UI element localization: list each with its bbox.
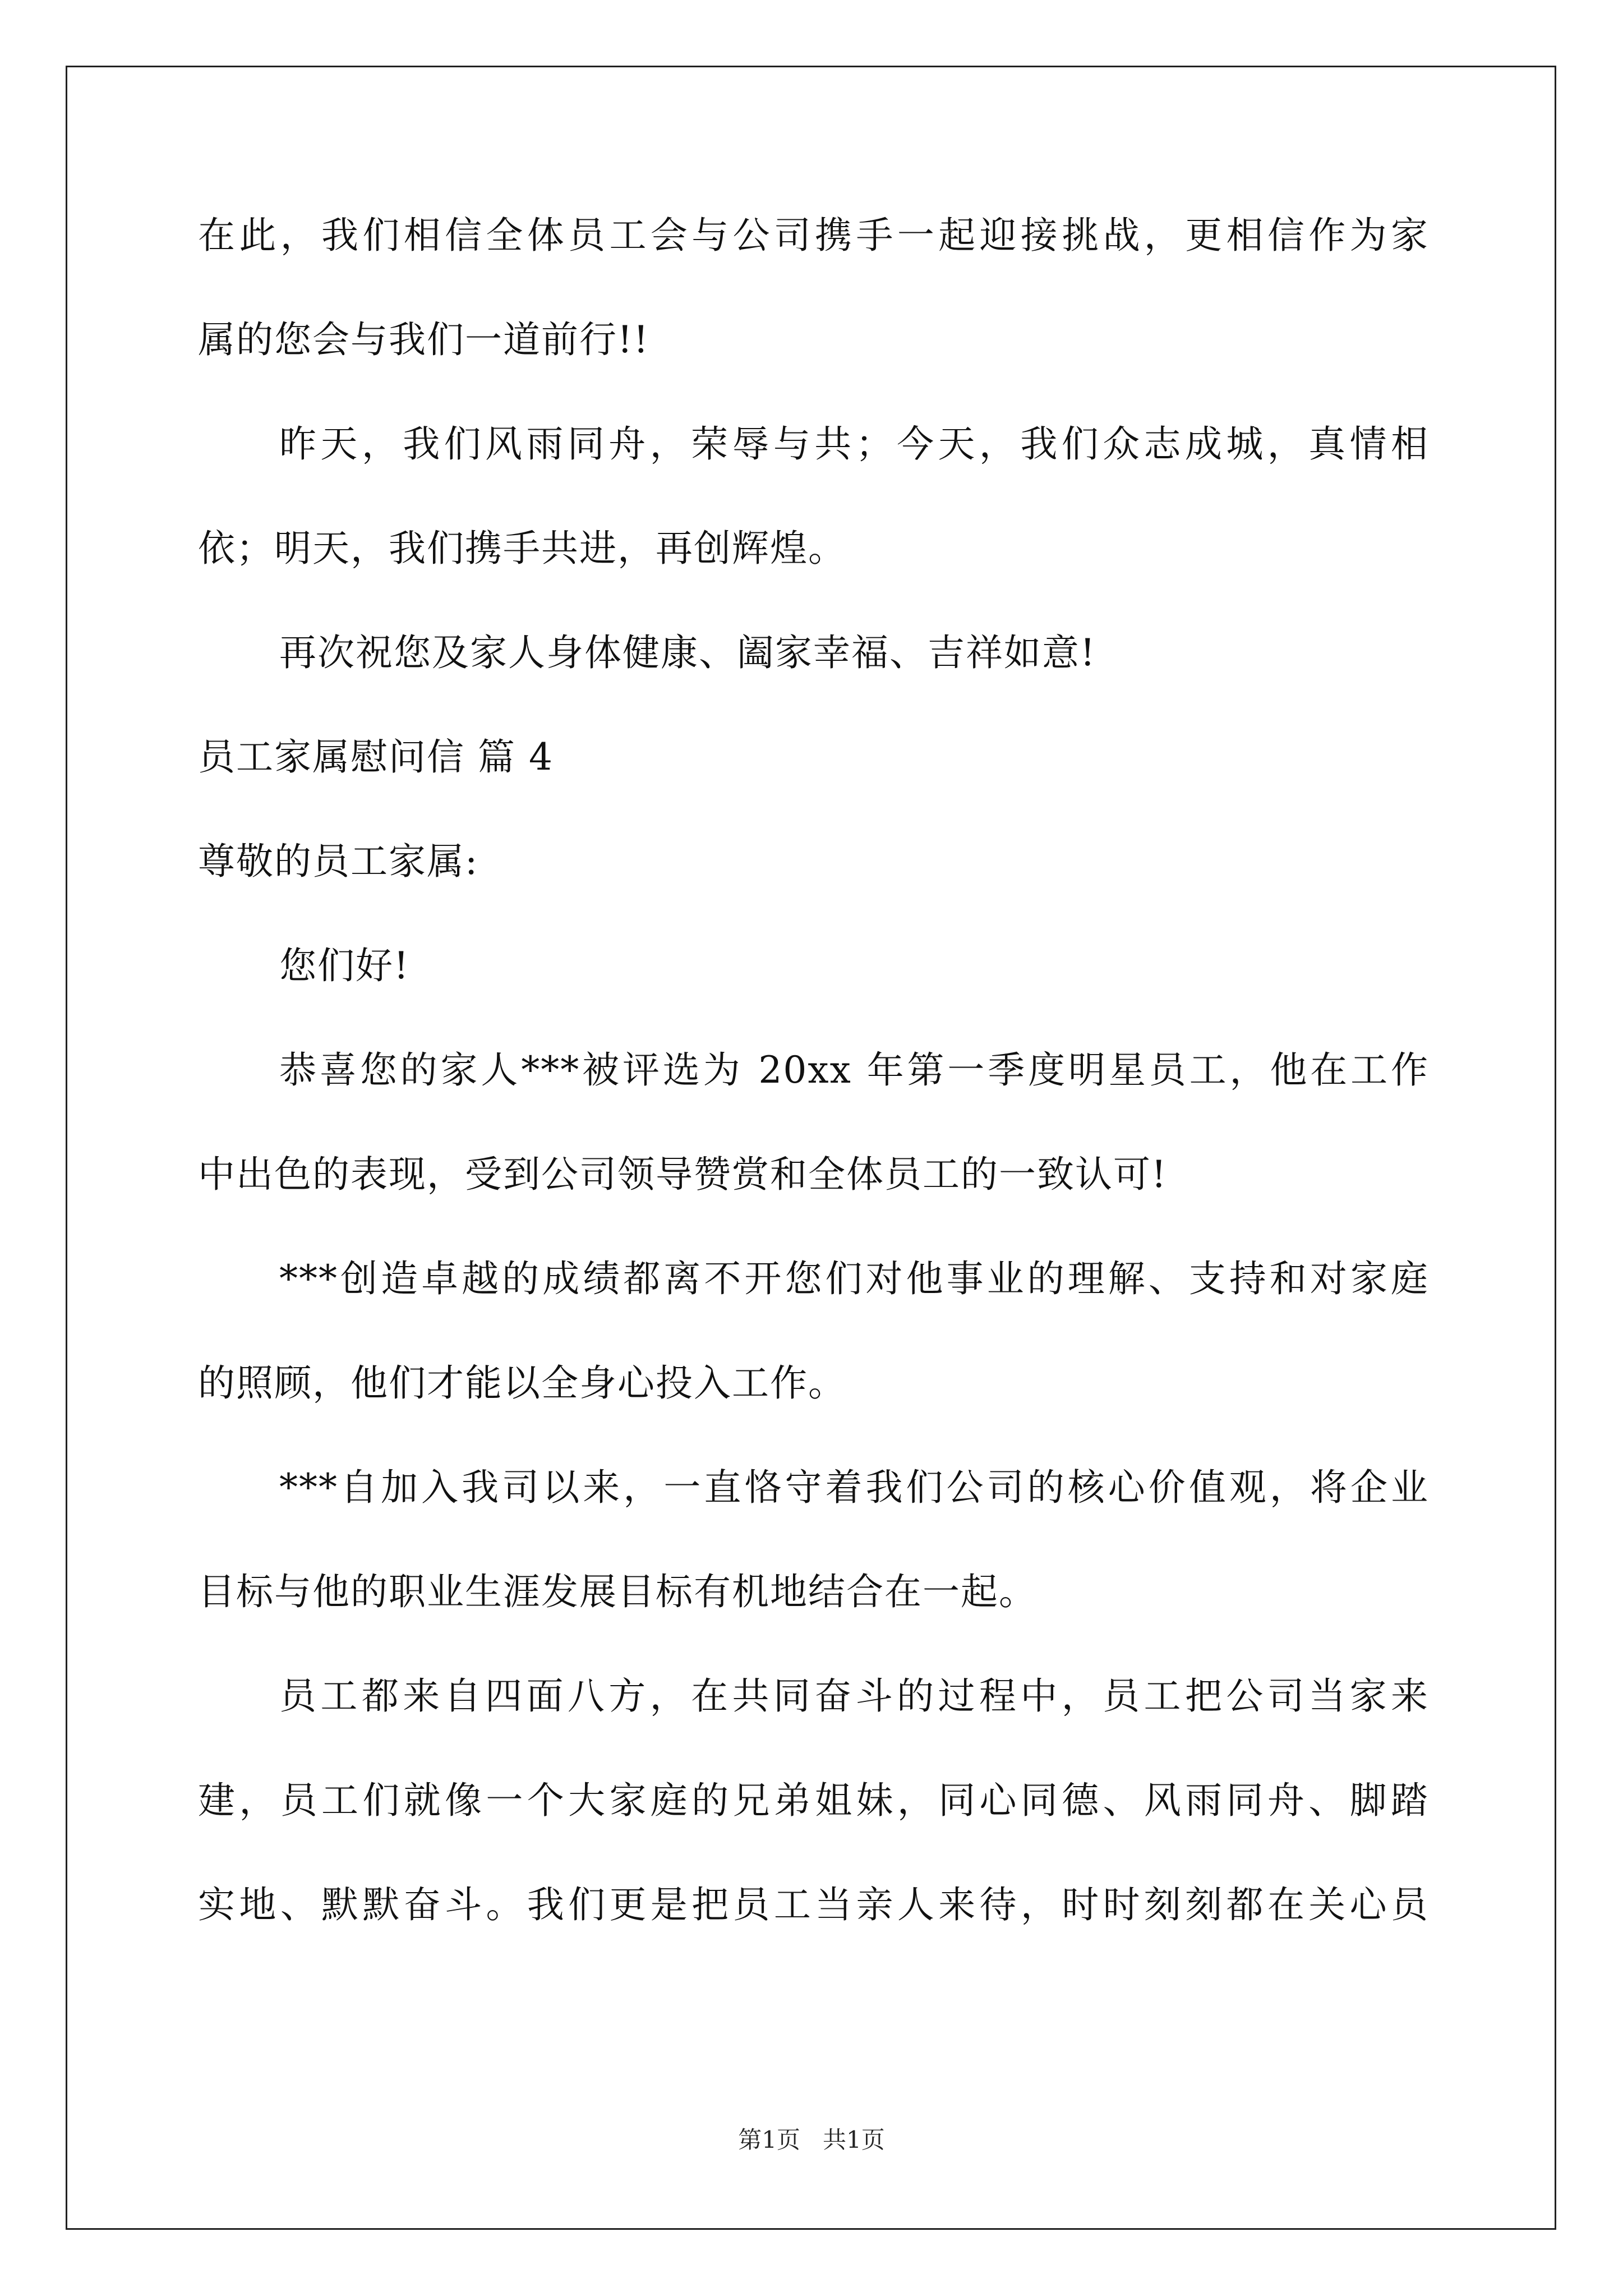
text-line: 员工都来自四面八方，在共同奋斗的过程中，员工把公司当家来 bbox=[279, 1674, 1429, 1718]
text-line: 依；明天，我们携手共进，再创辉煌。 bbox=[198, 527, 846, 570]
text-line: 恭喜您的家人***被评选为 20xx 年第一季度明星员工，他在工作 bbox=[279, 1048, 1429, 1092]
page-number-current: 第1页 bbox=[738, 2126, 800, 2154]
text-line: 中出色的表现，受到公司领导赞赏和全体员工的一致认可! bbox=[198, 1153, 1168, 1196]
section-heading: 员工家属慰问信 篇 4 bbox=[198, 735, 554, 779]
text-line: 实地、默默奋斗。我们更是把员工当亲人来待，时时刻刻都在关心员 bbox=[198, 1883, 1429, 1926]
text-line: 属的您会与我们一道前行!! bbox=[198, 318, 650, 361]
text-line: 在此，我们相信全体员工会与公司携手一起迎接挑战，更相信作为家 bbox=[198, 214, 1429, 257]
text-line: 目标与他的职业生涯发展目标有机地结合在一起。 bbox=[198, 1570, 1037, 1613]
text-line: ***创造卓越的成绩都离不开您们对他事业的理解、支持和对家庭 bbox=[279, 1257, 1429, 1300]
greeting: 您们好! bbox=[279, 944, 410, 987]
text-line: 的照顾，他们才能以全身心投入工作。 bbox=[198, 1361, 846, 1405]
text-line: 建，员工们就像一个大家庭的兄弟姐妹，同心同德、风雨同舟、脚踏 bbox=[198, 1779, 1429, 1822]
salutation: 尊敬的员工家属: bbox=[198, 840, 479, 883]
page-footer bbox=[0, 2126, 1623, 2154]
text-line: 昨天，我们风雨同舟，荣辱与共；今天，我们众志成城，真情相 bbox=[279, 422, 1429, 466]
page-number-total: 共1页 bbox=[823, 2126, 885, 2154]
text-line: ***自加入我司以来，一直恪守着我们公司的核心价值观，将企业 bbox=[279, 1466, 1429, 1509]
text-line: 再次祝您及家人身体健康、阖家幸福、吉祥如意! bbox=[279, 631, 1096, 674]
